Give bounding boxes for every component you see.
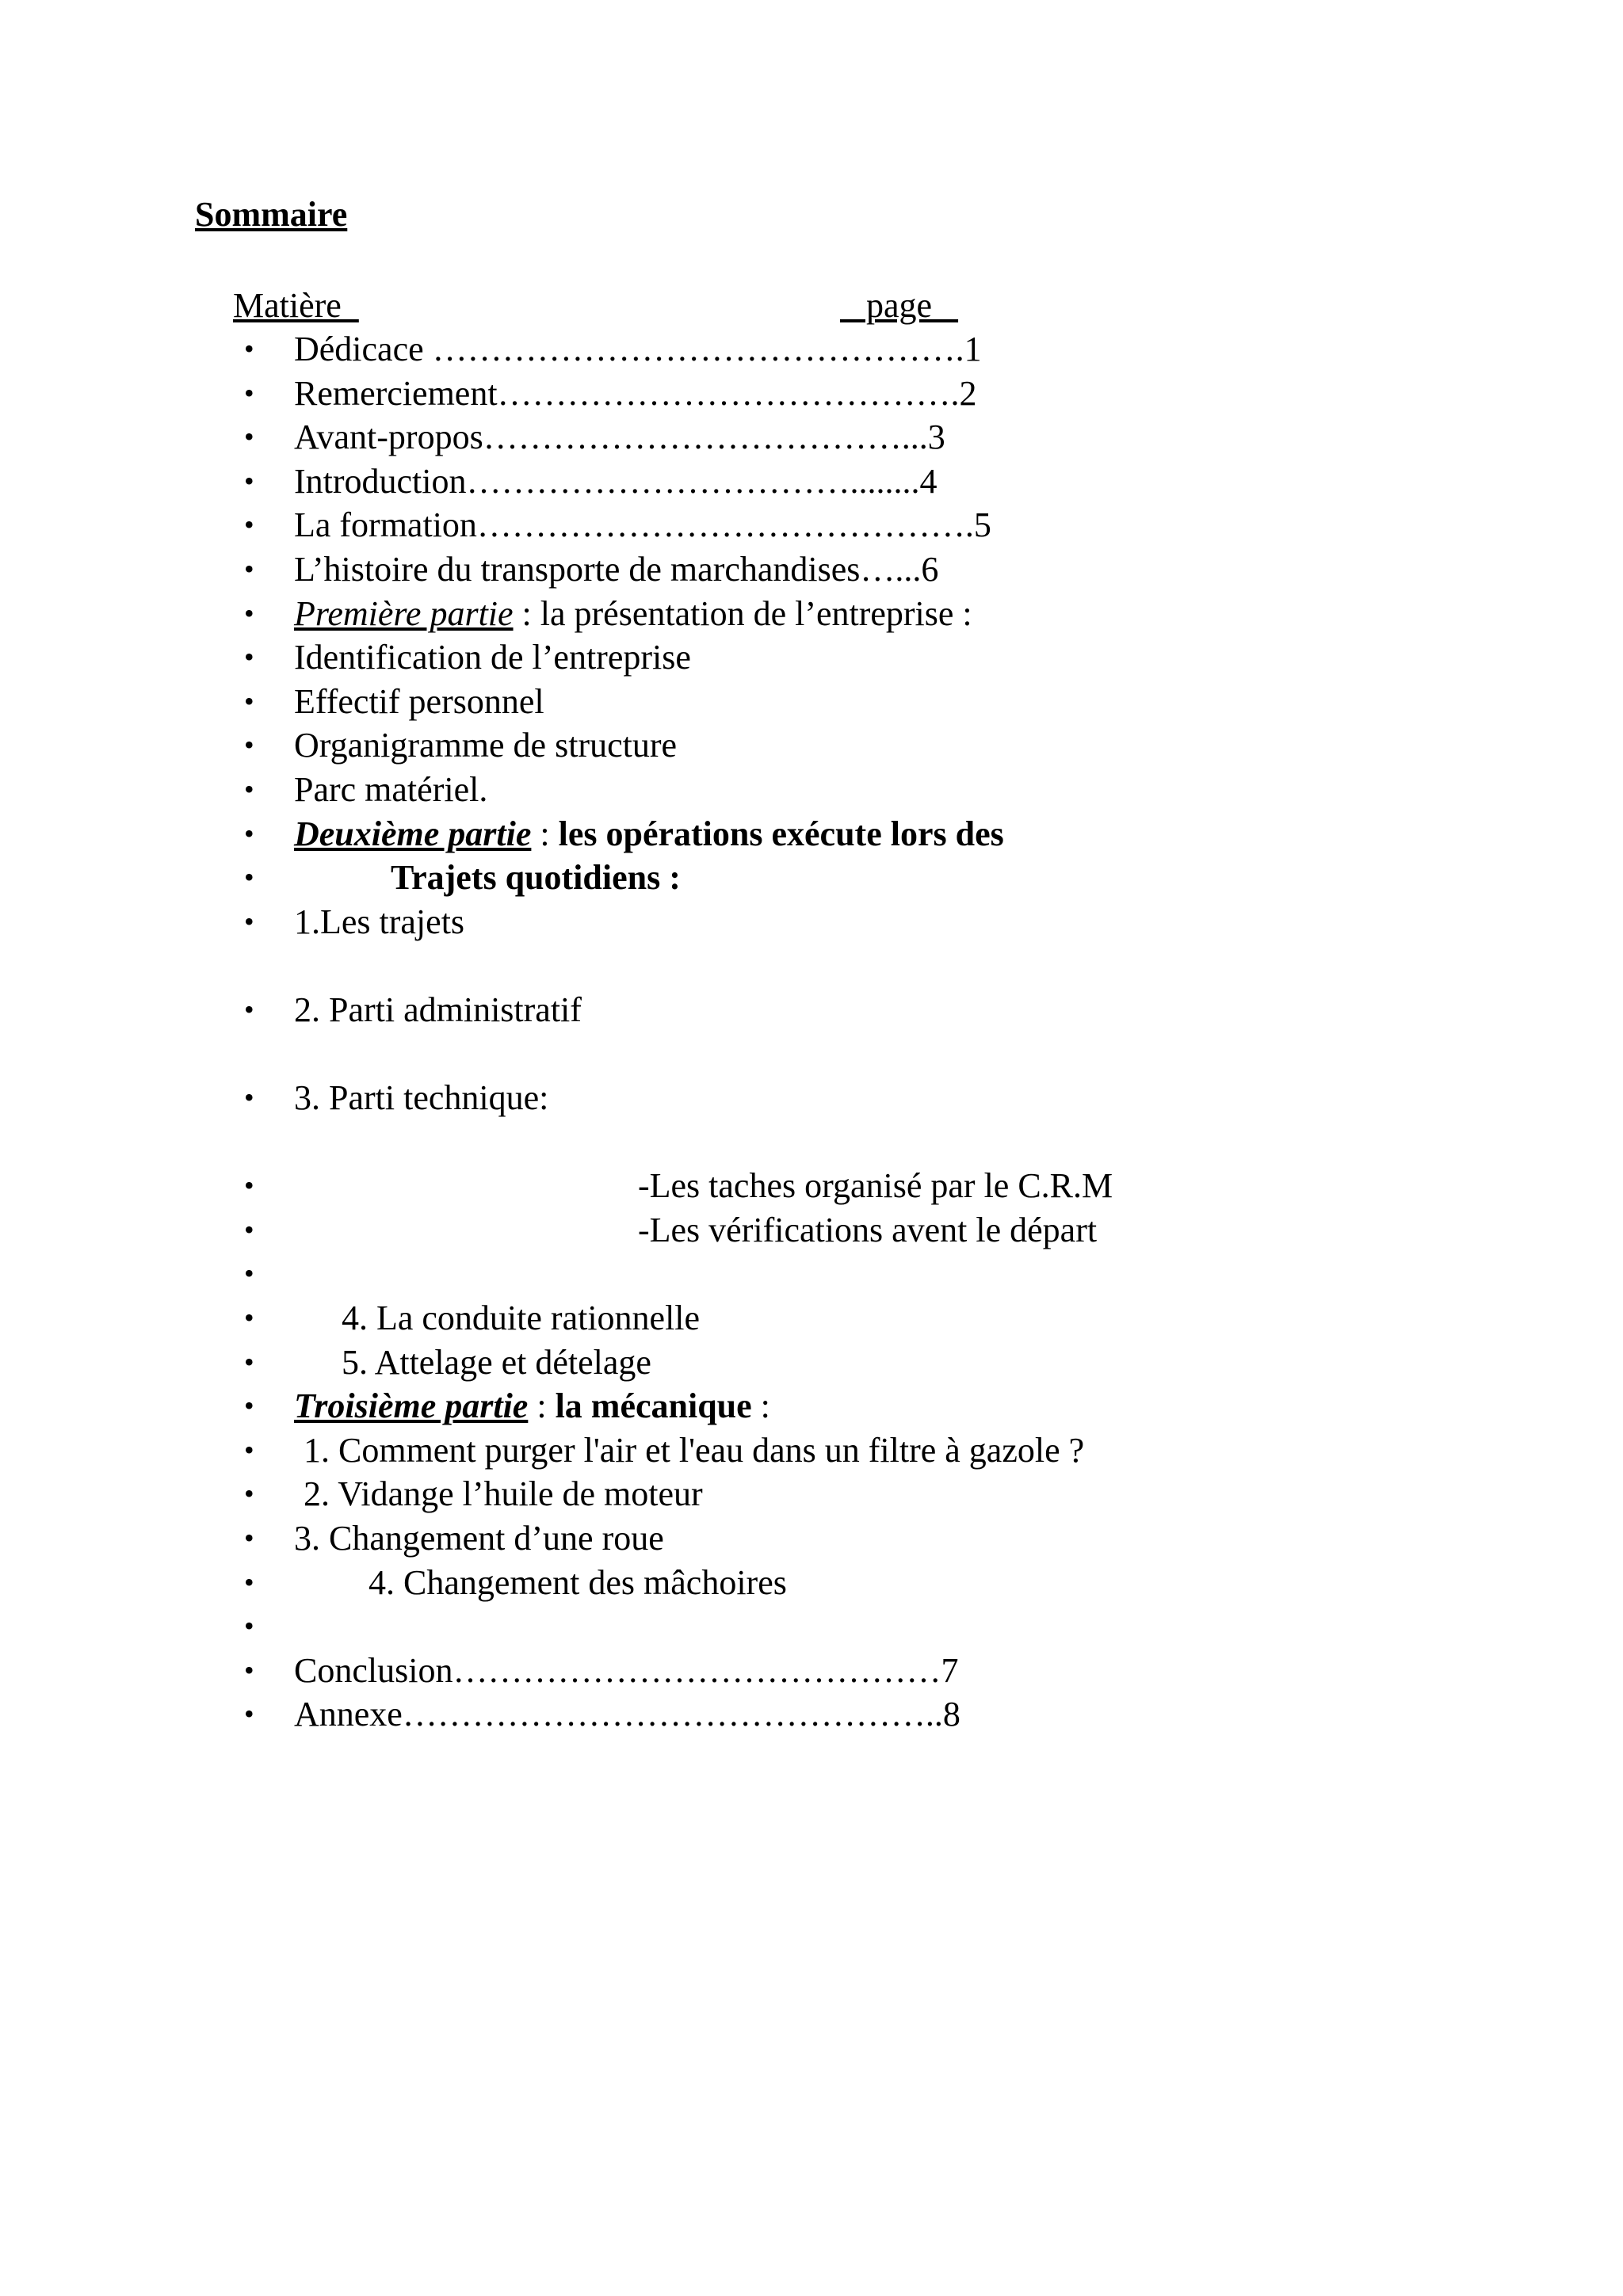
bullet-icon: • — [244, 993, 254, 1025]
toc-item-empty — [0, 1604, 1426, 1649]
part-separator: : — [528, 1386, 556, 1426]
toc-item-formation — [0, 503, 1426, 547]
part-tail: : — [751, 1386, 770, 1426]
toc-item-label: 1. Comment purger l'air et l'eau dans un filtre à gazole ? — [304, 1430, 1085, 1470]
toc-item-label: -Les taches organisé par le C.R.M — [638, 1166, 1113, 1206]
toc-item-label: 4. Changement des mâchoires — [369, 1562, 787, 1602]
toc-item-histoire — [0, 547, 1426, 592]
bullet-icon: • — [244, 1169, 254, 1202]
toc-item-introduction — [0, 460, 1426, 504]
part-separator: : — [531, 814, 559, 853]
part-heading: Première partie — [294, 593, 514, 633]
toc-item-label: La formation…………………………………….5 — [294, 505, 991, 545]
toc-item-taches — [0, 1164, 1426, 1208]
bullet-icon: • — [244, 1433, 254, 1466]
toc-item-troisieme-partie — [0, 1384, 1426, 1428]
toc-item-roue — [0, 1516, 1426, 1561]
part-subtitle: la mécanique — [555, 1386, 752, 1426]
toc-item-label: Remerciement………………………………….2 — [294, 373, 977, 413]
toc-item-annexe — [0, 1692, 1426, 1737]
bullet-icon: • — [244, 1653, 254, 1686]
toc-item-label: Introduction……………………………........4 — [294, 461, 938, 501]
toc-item-effectif — [0, 680, 1426, 724]
toc-item-label: Avant-propos………………………………...3 — [294, 418, 945, 457]
toc-item-parc-materiel — [0, 768, 1426, 812]
toc-item-label — [294, 1384, 770, 1428]
bullet-icon: • — [244, 1566, 254, 1598]
toc-item-deuxieme-partie — [0, 812, 1426, 856]
toc-item-label: Conclusion……………………………………7 — [294, 1650, 959, 1690]
bullet-icon: • — [244, 1213, 254, 1245]
page-title: Sommaire — [195, 195, 348, 234]
toc-item-label: Annexe………………………………………..8 — [294, 1695, 960, 1734]
toc-item-label: 2. Vidange l’huile de moteur — [304, 1474, 703, 1514]
toc-item-empty — [0, 1252, 1426, 1296]
toc-item-vidange — [0, 1472, 1426, 1516]
bullet-icon: • — [244, 1081, 254, 1114]
toc-item-label: Identification de l’entreprise — [294, 638, 691, 677]
toc-item-conduite — [0, 1296, 1426, 1341]
bullet-icon: • — [244, 1390, 254, 1422]
toc-item-remerciement — [0, 372, 1426, 416]
toc-item-attelage — [0, 1341, 1426, 1385]
bullet-icon: • — [244, 772, 254, 805]
toc-item-machoires — [0, 1561, 1426, 1605]
part-subtitle: les opérations exécute lors des — [558, 814, 1004, 853]
bullet-icon: • — [244, 376, 254, 409]
toc-item-identification — [0, 635, 1426, 680]
toc-item-organigramme — [0, 723, 1426, 768]
toc-item-premiere-partie — [0, 592, 1426, 636]
part-heading: Troisième partie — [294, 1386, 529, 1426]
toc-item-verifications — [0, 1208, 1426, 1253]
table-of-contents — [0, 327, 1426, 1737]
bullet-icon: • — [244, 509, 254, 541]
bullet-icon: • — [244, 1698, 254, 1730]
part-heading: Deuxième partie — [294, 814, 532, 853]
bullet-icon: • — [244, 1522, 254, 1554]
part-subtitle: : la présentation de l’entreprise : — [513, 593, 972, 633]
toc-item-trajets-quotidiens — [0, 856, 1426, 900]
bullet-icon: • — [244, 1302, 254, 1334]
toc-item-label: Dédicace ……………………………………….1 — [294, 330, 982, 368]
toc-item-label — [294, 812, 1004, 856]
toc-item-label: Organigramme de structure — [294, 726, 678, 765]
toc-item-dedicace — [0, 327, 1426, 372]
toc-item-parti-administratif — [0, 988, 1426, 1032]
toc-item-label — [294, 592, 972, 636]
toc-item-label: Effectif personnel — [294, 681, 544, 721]
column-header-page: page — [840, 286, 959, 325]
toc-item-label: 4. La conduite rationnelle — [342, 1299, 701, 1338]
toc-item-label: 3. Changement d’une roue — [294, 1519, 664, 1558]
bullet-icon: • — [244, 552, 254, 585]
toc-item-label: 1.Les trajets — [294, 902, 465, 941]
toc-item-label: 3. Parti technique: — [294, 1078, 549, 1118]
toc-header — [233, 281, 1025, 330]
toc-item-label: -Les vérifications avent le départ — [638, 1210, 1098, 1249]
bullet-icon: • — [244, 597, 254, 629]
toc-item-conclusion — [0, 1649, 1426, 1693]
bullet-icon: • — [244, 641, 254, 673]
bullet-icon: • — [244, 464, 254, 497]
toc-item-avant-propos — [0, 415, 1426, 460]
toc-item-label: Trajets quotidiens : — [391, 858, 681, 898]
toc-item-label: 5. Attelage et dételage — [342, 1342, 651, 1382]
bullet-icon: • — [244, 333, 254, 364]
toc-item-label: 2. Parti administratif — [294, 990, 582, 1029]
toc-item-label: L’histoire du transporte de marchandises…...6 — [294, 549, 939, 589]
bullet-icon: • — [244, 817, 254, 849]
toc-item-purger — [0, 1428, 1426, 1473]
bullet-icon: • — [244, 1610, 254, 1642]
bullet-icon: • — [244, 861, 254, 894]
toc-item-parti-technique — [0, 1076, 1426, 1120]
toc-item-les-trajets — [0, 900, 1426, 944]
bullet-icon: • — [244, 1345, 254, 1378]
toc-item-label: Parc matériel. — [294, 769, 488, 809]
bullet-icon: • — [244, 421, 254, 453]
bullet-icon: • — [244, 685, 254, 717]
bullet-icon: • — [244, 1478, 254, 1510]
bullet-icon: • — [244, 905, 254, 937]
bullet-icon: • — [244, 1257, 254, 1290]
bullet-icon: • — [244, 729, 254, 761]
column-header-matiere: Matière — [233, 286, 359, 325]
